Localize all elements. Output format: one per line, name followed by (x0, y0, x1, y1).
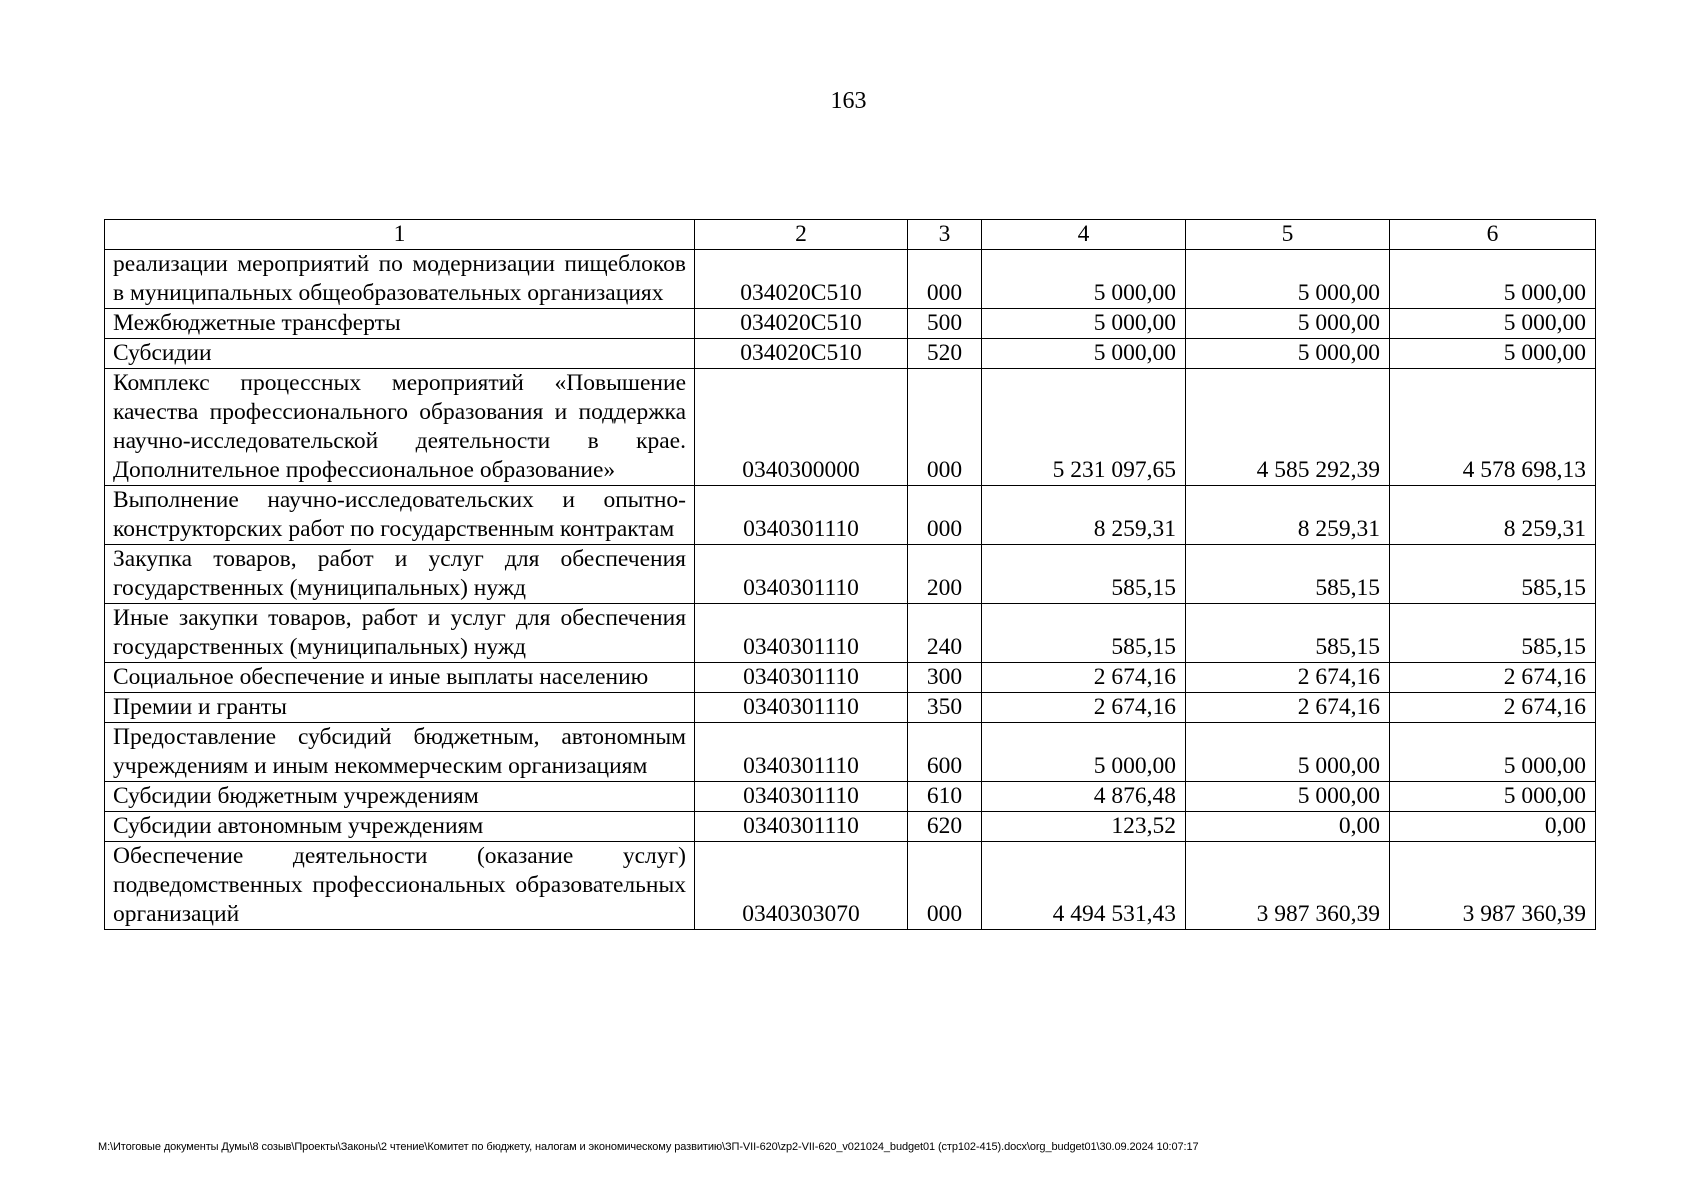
row-amount-col5: 0,00 (1186, 812, 1390, 842)
row-amount-col4: 2 674,16 (982, 693, 1186, 723)
row-amount-col5: 5 000,00 (1186, 782, 1390, 812)
row-amount-col6: 585,15 (1390, 604, 1596, 663)
row-amount-col6: 0,00 (1390, 812, 1596, 842)
table-row (105, 782, 1596, 812)
row-name: Социальное обеспечение и иные выплаты населению (105, 663, 695, 693)
row-amount-col5: 8 259,31 (1186, 486, 1390, 545)
row-amount-col5: 4 585 292,39 (1186, 369, 1390, 486)
row-amount-col6: 5 000,00 (1390, 339, 1596, 369)
row-expense-type: 240 (908, 604, 982, 663)
row-name: Премии и гранты (105, 693, 695, 723)
row-target-code: 0340301110 (695, 812, 908, 842)
row-amount-col6: 2 674,16 (1390, 693, 1596, 723)
row-target-code: 034020С510 (695, 339, 908, 369)
row-name: Предоставление субсидий бюджетным, автономным учреждениям и иным некоммерческим организациям (105, 723, 695, 782)
header-col-1: 1 (105, 220, 695, 250)
row-expense-type: 520 (908, 339, 982, 369)
row-amount-col6: 5 000,00 (1390, 723, 1596, 782)
row-amount-col4: 2 674,16 (982, 663, 1186, 693)
row-expense-type: 200 (908, 545, 982, 604)
budget-table (104, 219, 1596, 930)
row-expense-type: 000 (908, 842, 982, 930)
row-amount-col4: 8 259,31 (982, 486, 1186, 545)
row-amount-col6: 8 259,31 (1390, 486, 1596, 545)
row-expense-type: 300 (908, 663, 982, 693)
table-header-row (105, 220, 1596, 250)
row-amount-col6: 585,15 (1390, 545, 1596, 604)
row-expense-type: 350 (908, 693, 982, 723)
row-amount-col5: 5 000,00 (1186, 723, 1390, 782)
row-amount-col4: 585,15 (982, 545, 1186, 604)
row-amount-col6: 2 674,16 (1390, 663, 1596, 693)
table-row (105, 693, 1596, 723)
row-amount-col5: 585,15 (1186, 604, 1390, 663)
row-target-code: 0340303070 (695, 842, 908, 930)
row-expense-type: 000 (908, 250, 982, 309)
row-amount-col4: 123,52 (982, 812, 1186, 842)
row-amount-col4: 5 231 097,65 (982, 369, 1186, 486)
row-amount-col5: 5 000,00 (1186, 309, 1390, 339)
row-amount-col6: 5 000,00 (1390, 309, 1596, 339)
row-amount-col4: 585,15 (982, 604, 1186, 663)
table-row (105, 545, 1596, 604)
row-amount-col5: 3 987 360,39 (1186, 842, 1390, 930)
row-target-code: 0340301110 (695, 693, 908, 723)
row-amount-col4: 5 000,00 (982, 309, 1186, 339)
row-target-code: 034020С510 (695, 250, 908, 309)
table-row (105, 339, 1596, 369)
row-name: Иные закупки товаров, работ и услуг для обеспечения государственных (муниципальных) нужд (105, 604, 695, 663)
row-amount-col4: 4 494 531,43 (982, 842, 1186, 930)
row-target-code: 034020С510 (695, 309, 908, 339)
row-name: Обеспечение деятельности (оказание услуг) подведомственных профессиональных образовательных организаций (105, 842, 695, 930)
row-name: Субсидии (105, 339, 695, 369)
page-number: 163 (830, 88, 867, 114)
row-expense-type: 000 (908, 369, 982, 486)
row-target-code: 0340301110 (695, 486, 908, 545)
footer-file-path: M:\Итоговые документы Думы\8 созыв\Проекты\Законы\2 чтение\Комитет по бюджету, налогам и экономическому развитию\ЗП-VII-620\zp2-VII-620_v021024_budget01 (стр102-415).docx\org_budget01\30.09.2024 10:07:17 (98, 1141, 1199, 1153)
row-amount-col6: 5 000,00 (1390, 782, 1596, 812)
table-row (105, 663, 1596, 693)
row-name: Межбюджетные трансферты (105, 309, 695, 339)
row-target-code: 0340301110 (695, 545, 908, 604)
row-name: Комплекс процессных мероприятий «Повышение качества профессионального образования и поддержка научно-исследовательской деятельности в крае. Дополнительное профессиональное образование» (105, 369, 695, 486)
row-expense-type: 610 (908, 782, 982, 812)
table-row (105, 369, 1596, 486)
row-name: Выполнение научно-исследовательских и опытно-конструкторских работ по государственным контрактам (105, 486, 695, 545)
row-amount-col6: 3 987 360,39 (1390, 842, 1596, 930)
row-target-code: 0340301110 (695, 723, 908, 782)
row-amount-col4: 5 000,00 (982, 250, 1186, 309)
table-row (105, 812, 1596, 842)
table-row (105, 723, 1596, 782)
row-name: реализации мероприятий по модернизации пищеблоков в муниципальных общеобразовательных организациях (105, 250, 695, 309)
row-amount-col5: 2 674,16 (1186, 663, 1390, 693)
row-expense-type: 000 (908, 486, 982, 545)
row-name: Субсидии автономным учреждениям (105, 812, 695, 842)
header-col-3: 3 (908, 220, 982, 250)
row-expense-type: 600 (908, 723, 982, 782)
table-row (105, 604, 1596, 663)
row-amount-col5: 2 674,16 (1186, 693, 1390, 723)
header-col-4: 4 (982, 220, 1186, 250)
row-target-code: 0340300000 (695, 369, 908, 486)
row-amount-col6: 4 578 698,13 (1390, 369, 1596, 486)
table-row (105, 309, 1596, 339)
row-amount-col4: 5 000,00 (982, 339, 1186, 369)
row-name: Закупка товаров, работ и услуг для обеспечения государственных (муниципальных) нужд (105, 545, 695, 604)
row-amount-col6: 5 000,00 (1390, 250, 1596, 309)
header-col-2: 2 (695, 220, 908, 250)
row-target-code: 0340301110 (695, 782, 908, 812)
row-amount-col4: 4 876,48 (982, 782, 1186, 812)
row-expense-type: 620 (908, 812, 982, 842)
table-row (105, 842, 1596, 930)
header-col-6: 6 (1390, 220, 1596, 250)
row-amount-col4: 5 000,00 (982, 723, 1186, 782)
row-amount-col5: 5 000,00 (1186, 250, 1390, 309)
row-name: Субсидии бюджетным учреждениям (105, 782, 695, 812)
row-target-code: 0340301110 (695, 663, 908, 693)
row-expense-type: 500 (908, 309, 982, 339)
row-amount-col5: 5 000,00 (1186, 339, 1390, 369)
row-amount-col5: 585,15 (1186, 545, 1390, 604)
row-target-code: 0340301110 (695, 604, 908, 663)
header-col-5: 5 (1186, 220, 1390, 250)
table-row (105, 250, 1596, 309)
table-row (105, 486, 1596, 545)
